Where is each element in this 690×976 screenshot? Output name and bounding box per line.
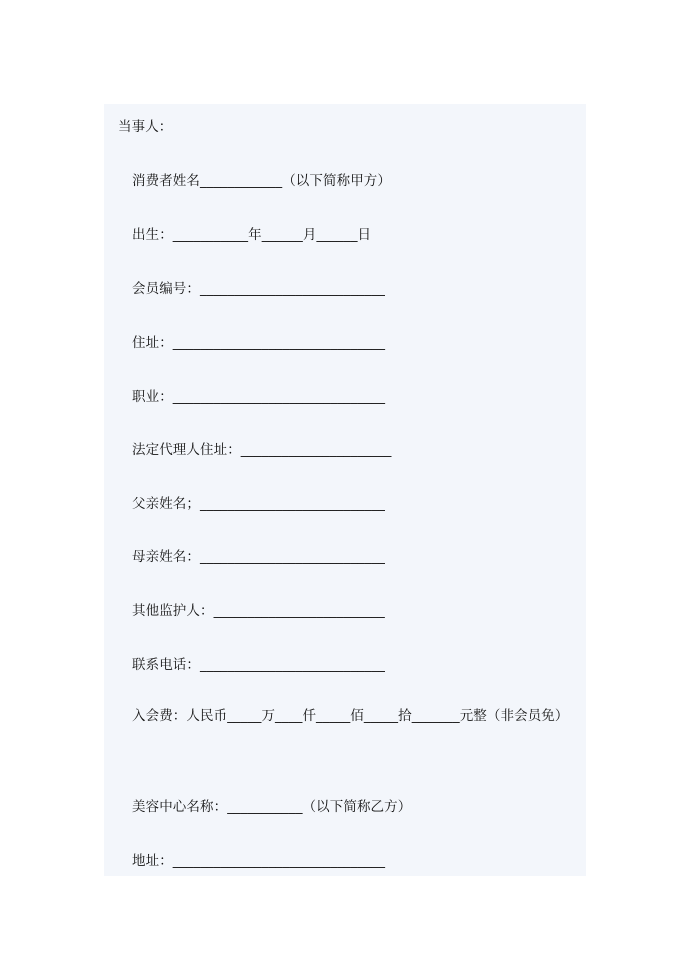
beauty-center-name-line: 美容中心名称：___________（以下简称乙方）	[132, 799, 412, 815]
consumer-name-line: 消费者姓名____________（以下简称甲方）	[132, 173, 391, 189]
member-number-line: 会员编号：___________________________	[132, 281, 385, 297]
phone-line: 联系电话：___________________________	[132, 657, 385, 673]
membership-fee-line: 入会费：人民币_____万____仟_____佰_____拾_______元整（非会员免）	[132, 708, 569, 724]
mother-name-line: 母亲姓名：___________________________	[132, 549, 385, 565]
birth-date-line: 出生：___________年______月______日	[132, 227, 372, 243]
occupation-line: 职业：_______________________________	[132, 389, 386, 405]
other-guardian-line: 其他监护人：_________________________	[132, 603, 385, 619]
address-line: 住址：_______________________________	[132, 335, 386, 351]
party-heading: 当事人：	[118, 119, 173, 135]
father-name-line: 父亲姓名；___________________________	[132, 496, 385, 512]
legal-representative-address-line: 法定代理人住址：______________________	[132, 442, 392, 458]
document-panel	[104, 104, 586, 876]
center-address-line: 地址：_______________________________	[132, 853, 386, 869]
